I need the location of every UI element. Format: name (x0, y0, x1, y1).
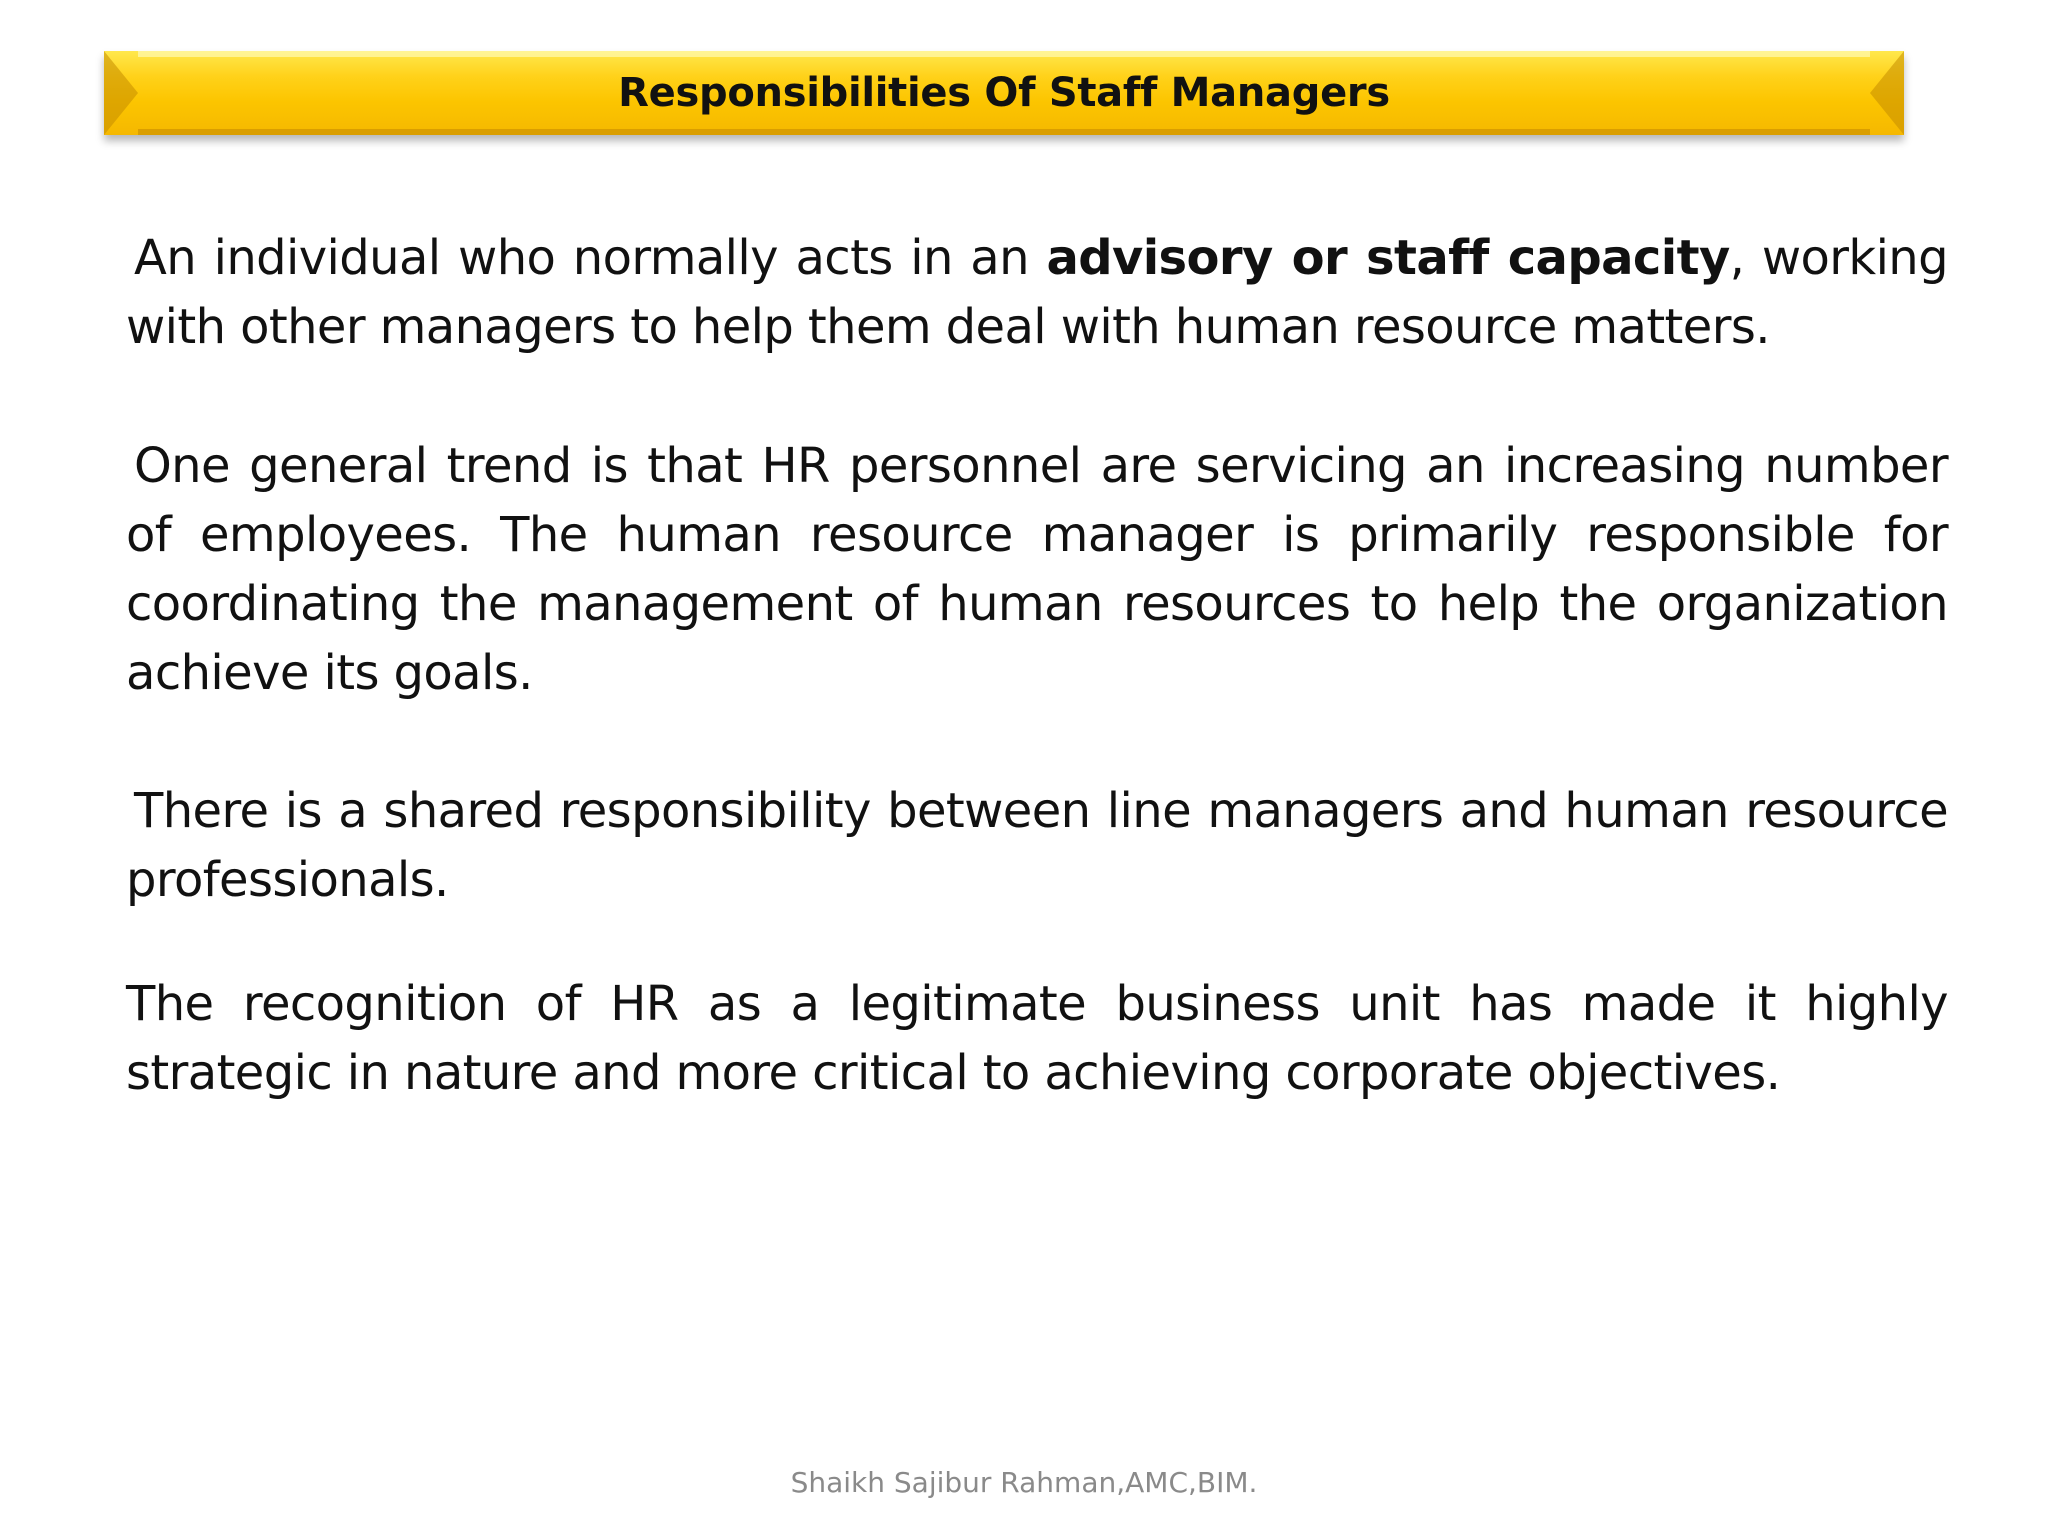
paragraph-general-trend (126, 432, 1948, 708)
paragraph-1-emphasis: advisory or staff capacity (1046, 230, 1730, 286)
paragraph-1-lead: An individual who normally acts in an (134, 230, 1047, 286)
paragraph-shared-responsibility (126, 777, 1948, 915)
title-banner (104, 51, 1904, 135)
slide-title: Responsibilities Of Staff Managers (618, 70, 1390, 116)
paragraph-1-tail: , working with other managers to help them deal with human resource matters. (126, 230, 1949, 355)
paragraph-hr-recognition (126, 970, 1948, 1108)
paragraph-staff-manager-definition (126, 224, 1948, 362)
paragraph-1-text (126, 224, 1948, 362)
paragraph-2-text: One general trend is that HR personnel are servicing an increasing number of employees. The human resource manager is primarily responsible for coordinating the management of human resources to help the organization achieve its goals. (126, 438, 1948, 701)
footer-author: Shaikh Sajibur Rahman,AMC,BIM. (790, 1466, 1258, 1499)
paragraph-4-text: The recognition of HR as a legitimate business unit has made it highly strategic in nature and more critical to achieving corporate objectives. (126, 976, 1948, 1101)
paragraph-3-text: There is a shared responsibility between line managers and human resource professionals. (126, 783, 1948, 908)
